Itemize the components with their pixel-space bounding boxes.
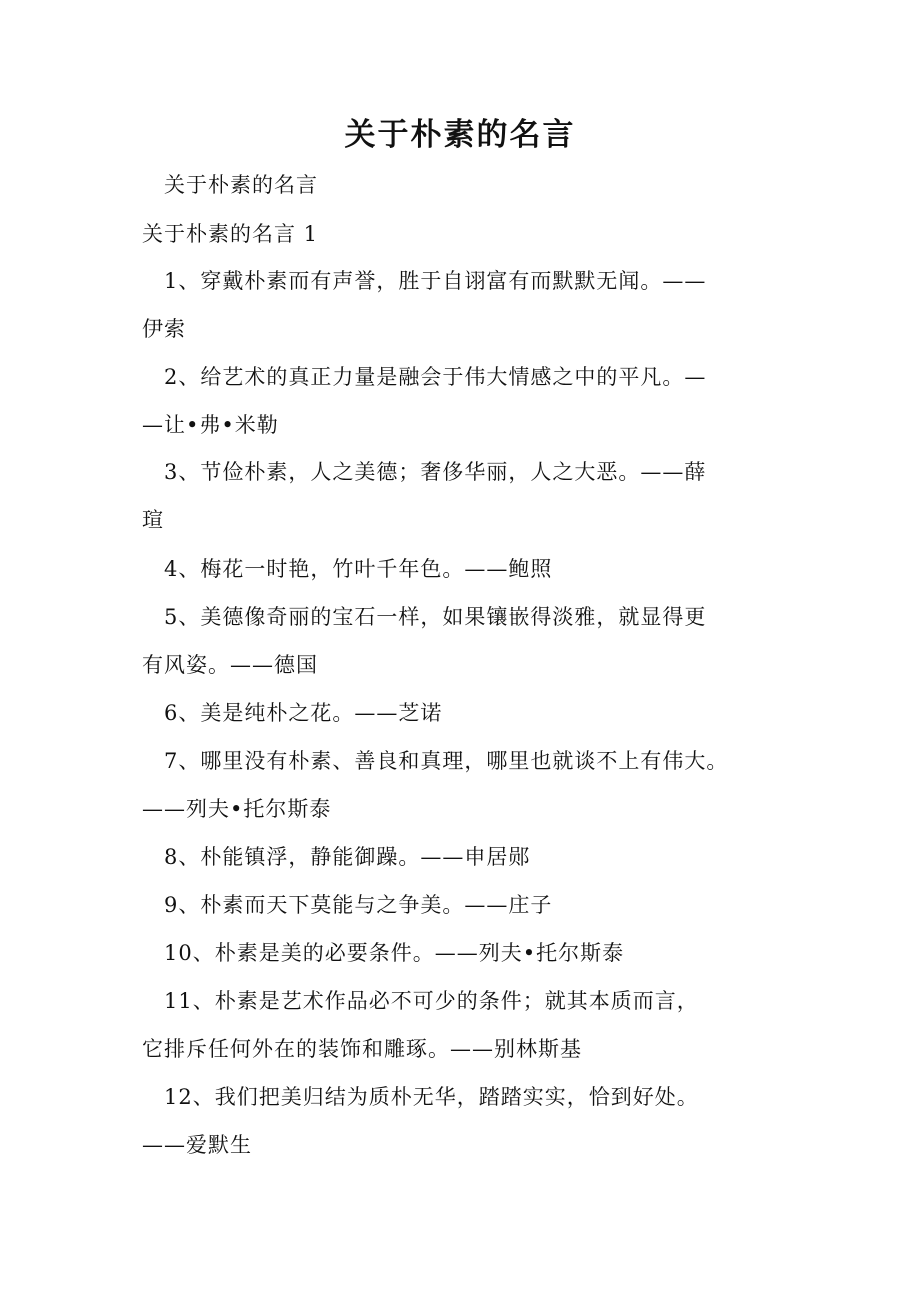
quote-line: 伊索 [142, 317, 186, 341]
quote-line: 10、朴素是美的必要条件。——列夫•托尔斯泰 [164, 941, 625, 965]
document-title: 关于朴素的名言 [344, 117, 576, 153]
quote-line: 它排斥任何外在的装饰和雕琢。——别林斯基 [142, 1037, 582, 1061]
quote-line: ——爱默生 [142, 1133, 252, 1157]
document-subtitle: 关于朴素的名言 [164, 173, 318, 197]
quote-line: 5、美德像奇丽的宝石一样，如果镶嵌得淡雅，就显得更 [164, 605, 707, 629]
quote-line: 瑄 [142, 508, 164, 532]
quote-line: 4、梅花一时艳，竹叶千年色。——鲍照 [164, 557, 553, 581]
quote-line: 2、给艺术的真正力量是融会于伟大情感之中的平凡。— [164, 365, 707, 389]
quote-line: 9、朴素而天下莫能与之争美。——庄子 [164, 893, 553, 917]
quote-line: 1、穿戴朴素而有声誉，胜于自诩富有而默默无闻。—— [164, 269, 707, 293]
quote-line: 8、朴能镇浮，静能御躁。——申居郧 [164, 845, 531, 869]
quote-line: 6、美是纯朴之花。——芝诺 [164, 701, 443, 725]
quote-line: 3、节俭朴素，人之美德；奢侈华丽，人之大恶。——薛 [164, 460, 707, 484]
quote-line: 12、我们把美归结为质朴无华，踏踏实实，恰到好处。 [164, 1085, 699, 1109]
quote-line: —让•弗•米勒 [142, 413, 279, 437]
quote-line: 有风姿。——德国 [142, 653, 318, 677]
section-heading: 关于朴素的名言 1 [142, 222, 319, 246]
quote-line: 7、哪里没有朴素、善良和真理，哪里也就谈不上有伟大。 [164, 749, 729, 773]
quote-line: 11、朴素是艺术作品必不可少的条件；就其本质而言， [164, 989, 699, 1013]
quote-line: ——列夫•托尔斯泰 [142, 797, 332, 821]
